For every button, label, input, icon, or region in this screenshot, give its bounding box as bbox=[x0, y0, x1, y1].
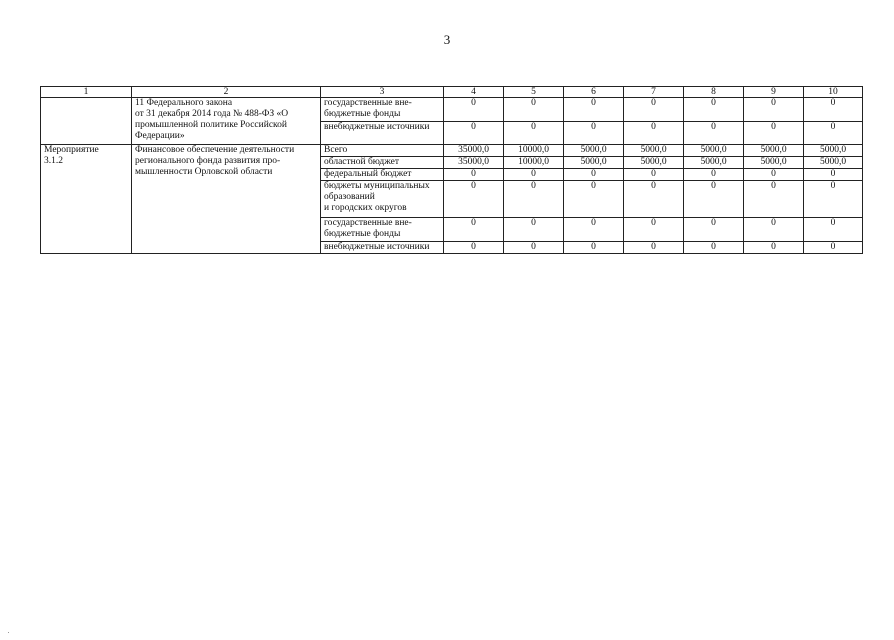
funding-source-cell bbox=[321, 242, 444, 254]
value-cell: 0 bbox=[624, 98, 684, 122]
event-line: 3.1.2 bbox=[44, 156, 63, 166]
value-cell: 0 bbox=[564, 169, 624, 181]
value-cell: 0 bbox=[564, 242, 624, 254]
table-row bbox=[41, 145, 863, 157]
value-cell: 0 bbox=[504, 181, 564, 218]
value-cell: 10000,0 bbox=[504, 145, 564, 157]
value-cell: 0 bbox=[744, 218, 804, 242]
page-number: 3 bbox=[443, 32, 451, 47]
column-number-cell: 2 bbox=[132, 87, 321, 98]
budget-table bbox=[40, 86, 863, 254]
value-cell: 0 bbox=[504, 242, 564, 254]
value-cell: 0 bbox=[744, 122, 804, 145]
funding-source-line: Всего bbox=[324, 145, 348, 155]
description-cell bbox=[132, 145, 321, 254]
value-cell: 5000,0 bbox=[684, 145, 744, 157]
event-cell bbox=[41, 145, 132, 254]
value-cell: 0 bbox=[504, 122, 564, 145]
column-number-cell: 10 bbox=[804, 87, 863, 98]
value-cell: 0 bbox=[684, 218, 744, 242]
column-number-cell: 7 bbox=[624, 87, 684, 98]
value-cell: 0 bbox=[624, 169, 684, 181]
value-cell: 0 bbox=[504, 98, 564, 122]
column-number-cell: 9 bbox=[744, 87, 804, 98]
value-cell: 0 bbox=[564, 98, 624, 122]
funding-source-line: внебюджетные источники bbox=[324, 122, 430, 132]
value-cell: 0 bbox=[804, 98, 863, 122]
value-cell: 5000,0 bbox=[744, 157, 804, 169]
value-cell: 0 bbox=[564, 122, 624, 145]
funding-source-line: федеральный бюджет bbox=[324, 169, 412, 179]
description-line: Финансовое обеспечение деятельности bbox=[135, 145, 295, 155]
value-cell: 35000,0 bbox=[444, 145, 504, 157]
value-cell: 0 bbox=[684, 122, 744, 145]
scan-speck bbox=[8, 632, 9, 633]
value-cell: 0 bbox=[624, 122, 684, 145]
description-line: от 31 декабря 2014 года № 488-ФЗ «О bbox=[135, 109, 289, 119]
value-cell: 0 bbox=[744, 181, 804, 218]
column-number-row bbox=[41, 87, 863, 98]
value-cell: 0 bbox=[504, 169, 564, 181]
event-line: Мероприятие bbox=[44, 145, 99, 155]
column-number-cell: 1 bbox=[41, 87, 132, 98]
funding-source-line: государственные вне- bbox=[324, 98, 412, 108]
value-cell: 0 bbox=[744, 98, 804, 122]
value-cell: 5000,0 bbox=[804, 145, 863, 157]
funding-source-line: государственные вне- bbox=[324, 218, 412, 228]
value-cell: 0 bbox=[804, 169, 863, 181]
funding-source-cell bbox=[321, 169, 444, 181]
description-line: 11 Федерального закона bbox=[135, 98, 233, 108]
value-cell: 0 bbox=[564, 181, 624, 218]
value-cell: 0 bbox=[744, 242, 804, 254]
funding-source-line: внебюджетные источники bbox=[324, 242, 430, 252]
description-line: Федерации» bbox=[135, 131, 185, 141]
table-row bbox=[41, 98, 863, 122]
funding-source-line: бюджеты муниципальных bbox=[324, 181, 430, 191]
value-cell: 0 bbox=[684, 242, 744, 254]
value-cell: 0 bbox=[444, 181, 504, 218]
value-cell: 0 bbox=[444, 218, 504, 242]
value-cell: 5000,0 bbox=[804, 157, 863, 169]
description-line: мышленности Орловской области bbox=[135, 167, 273, 177]
funding-source-cell bbox=[321, 157, 444, 169]
value-cell: 0 bbox=[504, 218, 564, 242]
value-cell: 0 bbox=[744, 169, 804, 181]
value-cell: 0 bbox=[624, 218, 684, 242]
event-cell-empty bbox=[41, 98, 132, 145]
value-cell: 5000,0 bbox=[624, 157, 684, 169]
value-cell: 0 bbox=[624, 242, 684, 254]
value-cell: 0 bbox=[804, 181, 863, 218]
funding-source-line: областной бюджет bbox=[324, 157, 400, 167]
value-cell: 5000,0 bbox=[564, 157, 624, 169]
value-cell: 35000,0 bbox=[444, 157, 504, 169]
funding-source-line: и городских округов bbox=[324, 203, 407, 213]
funding-source-line: бюджетные фонды bbox=[324, 229, 401, 239]
value-cell: 0 bbox=[804, 242, 863, 254]
value-cell: 0 bbox=[684, 181, 744, 218]
description-line: регионального фонда развития про- bbox=[135, 156, 281, 166]
column-number-cell: 5 bbox=[504, 87, 564, 98]
value-cell: 0 bbox=[684, 98, 744, 122]
value-cell: 0 bbox=[624, 181, 684, 218]
funding-source-line: бюджетные фонды bbox=[324, 109, 401, 119]
funding-source-cell bbox=[321, 122, 444, 145]
funding-source-cell bbox=[321, 181, 444, 218]
value-cell: 0 bbox=[444, 98, 504, 122]
value-cell: 0 bbox=[444, 169, 504, 181]
value-cell: 5000,0 bbox=[564, 145, 624, 157]
funding-source-line: образований bbox=[324, 192, 375, 202]
value-cell: 10000,0 bbox=[504, 157, 564, 169]
value-cell: 5000,0 bbox=[624, 145, 684, 157]
description-line: промышленной политике Российской bbox=[135, 120, 288, 130]
funding-source-cell bbox=[321, 145, 444, 157]
value-cell: 0 bbox=[444, 242, 504, 254]
value-cell: 0 bbox=[804, 122, 863, 145]
value-cell: 0 bbox=[564, 218, 624, 242]
value-cell: 0 bbox=[804, 218, 863, 242]
column-number-cell: 6 bbox=[564, 87, 624, 98]
funding-source-cell bbox=[321, 98, 444, 122]
value-cell: 0 bbox=[444, 122, 504, 145]
value-cell: 5000,0 bbox=[684, 157, 744, 169]
value-cell: 0 bbox=[684, 169, 744, 181]
description-cell bbox=[132, 98, 321, 145]
column-number-cell: 4 bbox=[444, 87, 504, 98]
column-number-cell: 8 bbox=[684, 87, 744, 98]
funding-source-cell bbox=[321, 218, 444, 242]
column-number-cell: 3 bbox=[321, 87, 444, 98]
value-cell: 5000,0 bbox=[744, 145, 804, 157]
